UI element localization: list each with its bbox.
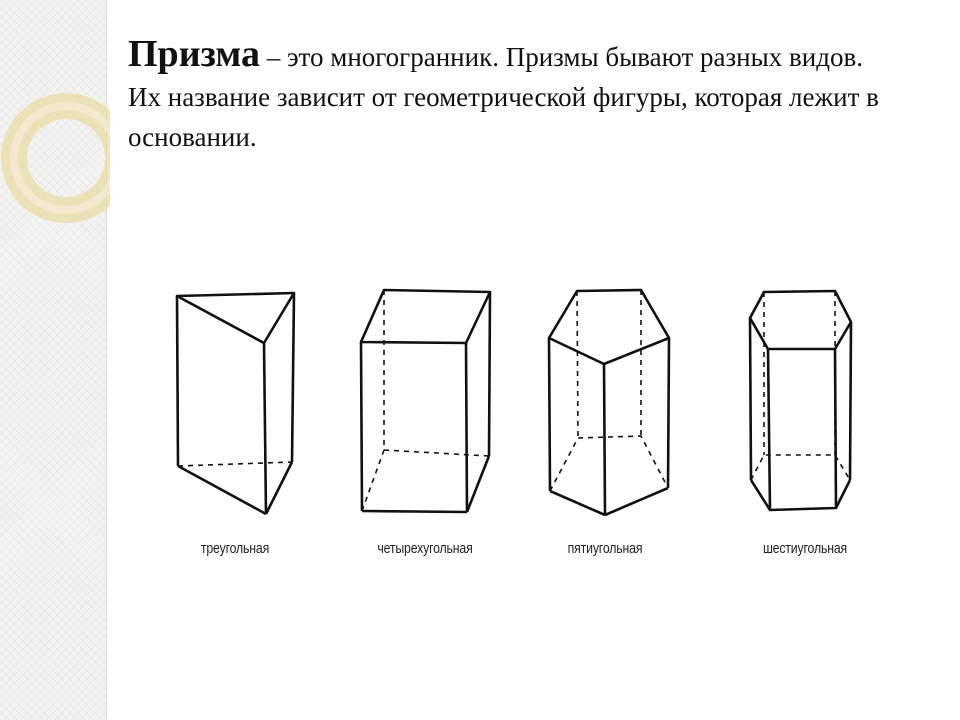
caption-hexagonal: шестиугольная <box>762 540 848 557</box>
slide-definition: – это многогранник. Призмы бывают разных видов. Их название зависит от геометрической фигуры, которая лежит в основании. <box>128 42 879 152</box>
caption-pentagonal: пятиугольная <box>567 540 643 557</box>
hexagonal-prism-figure <box>750 291 851 510</box>
caption-quadrilateral: четырехугольная <box>377 540 473 557</box>
caption-triangular: треугольная <box>200 540 270 557</box>
triangular-prism-figure <box>177 293 294 514</box>
pentagonal-prism-figure <box>549 290 669 515</box>
quadrilateral-prism-figure <box>361 290 490 512</box>
slide-term: Призма <box>128 33 260 75</box>
